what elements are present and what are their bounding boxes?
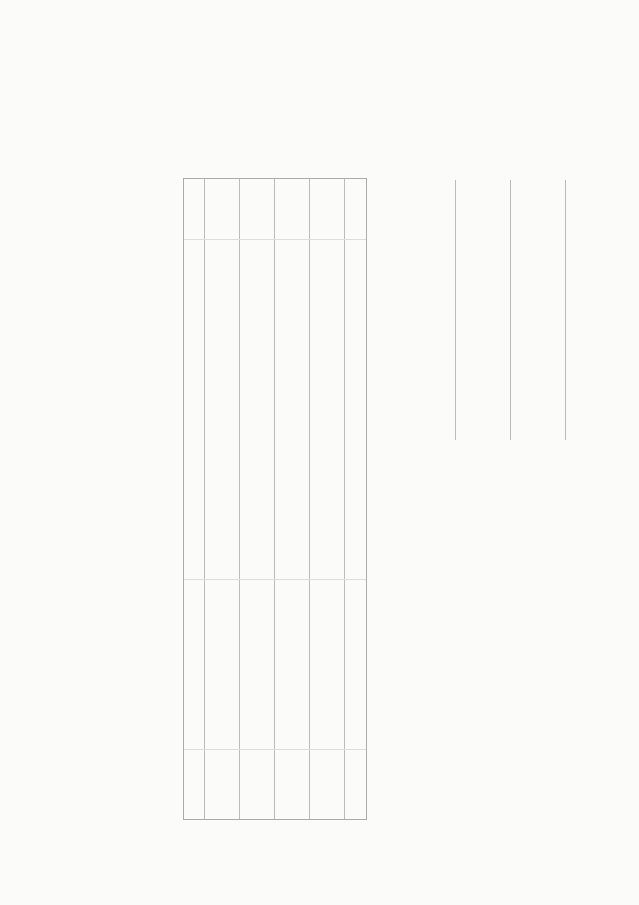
signature-line [455, 180, 456, 440]
signature-line [510, 180, 511, 440]
signature-line [565, 180, 566, 440]
table-placeholder [183, 178, 367, 820]
